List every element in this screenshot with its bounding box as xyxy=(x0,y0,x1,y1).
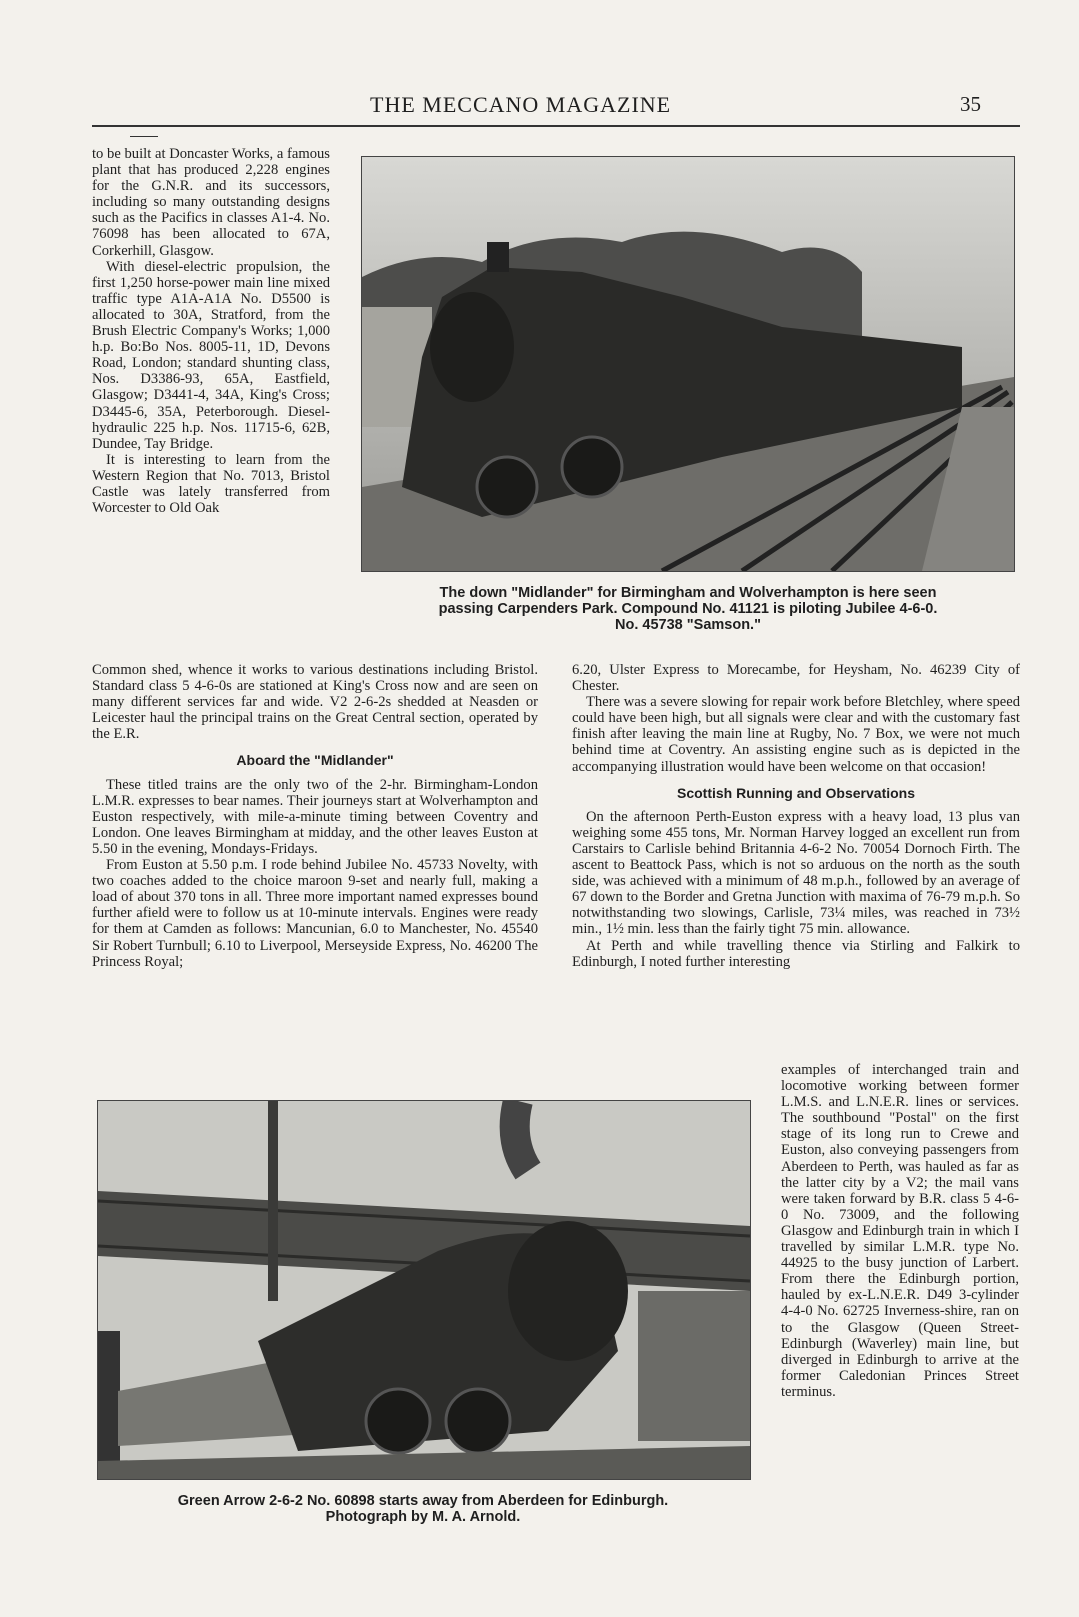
right-column-top xyxy=(572,662,1020,970)
caption-top-line: passing Carpenders Park. Compound No. 41121 is piloting Jubilee 4-6-0. xyxy=(438,601,938,617)
section-heading-scottish: Scottish Running and Observations xyxy=(676,784,916,801)
photo-green-arrow xyxy=(97,1100,751,1480)
caption-bottom xyxy=(92,1493,754,1525)
photo-midlander xyxy=(361,156,1015,572)
paragraph: On the afternoon Perth-Euston express with a heavy load, 13 plus van weighing some 455 tons, Mr. Norman Harvey logged an excellent run from Carstairs to Carlisle behind Britannia 4-6-2 No. 70054 Dornoch Firth. The ascent to Beattock Pass, which is not so arduous on the north as the south side, was achieved with a minimum of 48 m.p.h., followed by an average of 67 down to the Border and Gretna Junction with maxima of 76-79 m.p.h. So notwithstanding two slowings, Carlisle, 73¼ miles, was reached in 73½ min., 1½ min. less than the fairly tight 75 min. allowance. xyxy=(572,808,1020,938)
paragraph: examples of interchanged train and locomotive working between former L.M.S. and L.N.E.R. lines or services. The southbound "Postal" on the first stage of its long run to Crewe and Euston, also conveying passengers from Aberdeen to Perth, was hauled as far as the latter city by a V2; the mail vans were taken forward by B.R. class 5 4-6-0 No. 73009, and the following Glasgow and Edinburgh train in which I travelled by similar L.M.R. type No. 44925 to the busy junction of Larbert. From there the Edinburgh portion, hauled by ex-L.N.E.R. D49 3-cylinder 4-4-0 No. 62725 Inverness-shire, ran on to the Glasgow (Queen Street-Edinburgh (Waverley) main line, but diverged in Edinburgh to arrive at the former Caledonian Princes Street terminus. xyxy=(781,1062,1019,1400)
caption-top-line: The down "Midlander" for Birmingham and Wolverhampton is here seen xyxy=(439,585,937,601)
paragraph: At Perth and while travelling thence via Stirling and Falkirk to Edinburgh, I noted further interesting xyxy=(572,937,1020,970)
caption-bottom-line: Green Arrow 2-6-2 No. 60898 starts away from Aberdeen for Edinburgh. xyxy=(177,1493,669,1509)
paragraph: With diesel-electric propulsion, the first 1,250 horse-power main line mixed traffic type A1A-A1A No. D5500 is allocated to 30A, Stratford, from the Brush Electric Company's Works; 1,000 h.p. Bo:Bo Nos. 8005-11, 1D, Devons Road, London; standard shunting class, Nos. D3386-93, 65A, Eastfield, Glasgow; D3441-4, 34A, King's Cross; D3445-6, 35A, Peterborough. Diesel-hydraulic 225 h.p. Nos. 11715-6, 62B, Dundee, Tay Bridge. xyxy=(92,258,330,452)
paragraph: 6.20, Ulster Express to Morecambe, for Heysham, No. 46239 City of Chester. xyxy=(572,662,1020,695)
section-heading-midlander: Aboard the "Midlander" xyxy=(236,752,394,769)
right-column-narrow xyxy=(781,1062,1019,1400)
magazine-title: THE MECCANO MAGAZINE xyxy=(370,92,672,117)
caption-top-line: No. 45738 "Samson." xyxy=(615,617,761,633)
left-column-lower xyxy=(92,662,538,970)
paragraph: It is interesting to learn from the Western Region that No. 7013, Bristol Castle was lately transferred from Worcester to Old Oak xyxy=(92,451,330,517)
continuation-dash xyxy=(130,136,158,137)
paragraph: These titled trains are the only two of the 2-hr. Birmingham-London L.M.R. expresses to bear names. Their journeys start at Wolverhampton and Euston respectively, with mile-a-minute timing between Coventry and London. One leaves Birmingham at midday, and the other leaves Euston at 5.50 in the evening, Mondays-Fridays. xyxy=(92,776,538,857)
paragraph: to be built at Doncaster Works, a famous plant that has produced 2,228 engines for the G.N.R. and its successors, including so many outstanding designs such as the Pacifics in classes A1-4. No. 76098 has been allocated to 67A, Corkerhill, Glasgow. xyxy=(92,146,330,259)
header-rule xyxy=(92,125,1020,127)
caption-bottom-line: Photograph by M. A. Arnold. xyxy=(325,1509,521,1525)
page-number: 35 xyxy=(960,92,981,116)
left-column-top xyxy=(92,146,330,516)
paragraph: There was a severe slowing for repair work before Bletchley, where speed could have been high, but all signals were clear and with the customary fast finish after leaving the main line at Rugby, No. 7 Box, we were not much behind time at Coventry. An assisting engine such as is depicted in the accompanying illustration would have been welcome on that occasion! xyxy=(572,694,1020,775)
caption-top xyxy=(358,585,1018,633)
paragraph: From Euston at 5.50 p.m. I rode behind Jubilee No. 45733 Novelty, with two coaches added to the choice maroon 9-set and nearly full, making a load of about 370 tons in all. Three more important named expresses bound further afield were to follow us at 10-minute intervals. Engines were ready for them at Camden as follows: Mancunian, 6.0 to Manchester, No. 45540 Sir Robert Turnbull; 6.10 to Liverpool, Merseyside Express, No. 46200 The Princess Royal; xyxy=(92,857,538,970)
paragraph: Common shed, whence it works to various destinations including Bristol. Standard class 5 4-6-0s are stationed at King's Cross now and are seen on many different services far and wide. V2 2-6-2s shedded at Neasden or Leicester haul the principal trains on the Great Central section, operated by the E.R. xyxy=(92,662,538,743)
